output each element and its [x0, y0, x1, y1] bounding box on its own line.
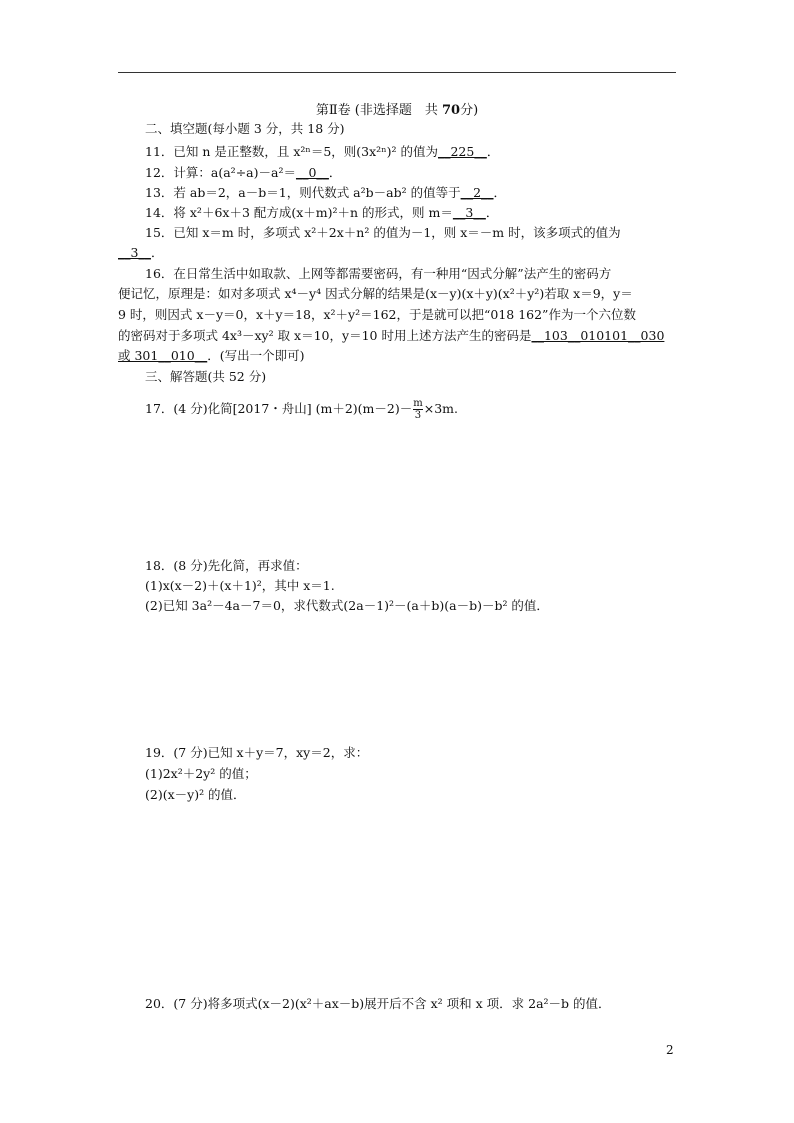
section-points: 70 [442, 103, 461, 118]
question-16-line5: 或 301__010__．(写出一个即可) [118, 348, 305, 363]
section-tail: 分) [460, 103, 479, 118]
question-16-line4: 的密码对于多项式 4x³－xy² 取 x＝10，y＝10 时用上述方法产生的密码是__103__010101__030 [118, 328, 665, 343]
question-19-line1: 19．(7 分)已知 x＋y＝7，xy＝2，求： [145, 745, 369, 760]
part3-heading: 三、解答题(共 52 分) [145, 369, 267, 384]
answer-16a: __103__010101__030 [531, 328, 665, 343]
question-17: 17．(4 分)化简[2017・舟山] (m＋2)(m－2)－ $\frac{m}{3}$ ×3m. [145, 398, 458, 421]
question-16-line2: 便记忆，原理是：如对多项式 x⁴－y⁴ 因式分解的结果是(x－y)(x＋y)(x²＋y²)若取 x＝9，y＝ [118, 286, 633, 301]
question-15: 15．已知 x＝m 时，多项式 x²＋2x＋n² 的值为－1，则 x＝－m 时，该多项式的值为 [145, 225, 621, 240]
fraction-m-over-3: $\frac{m}{3}$ [413, 398, 423, 421]
question-16-line3: 9 时，则因式 x－y＝0，x＋y＝18，x²＋y²＝162，于是就可以把“018 162”作为一个六位数 [118, 307, 636, 322]
part2-heading: 二、填空题(每小题 3 分，共 18 分) [145, 121, 345, 136]
question-11: 11．已知 n 是正整数，且 x²ⁿ＝5，则(3x²ⁿ)² 的值为__225__． [145, 144, 500, 159]
page-number: 2 [666, 1043, 674, 1057]
question-19-line3: (2)(x－y)² 的值． [145, 787, 246, 802]
question-16-line1: 16．在日常生活中如取款、上网等都需要密码，有一种用“因式分解”法产生的密码方 [145, 266, 612, 281]
question-19-line2: (1)2x²＋2y² 的值； [145, 766, 257, 781]
question-20: 20．(7 分)将多项式(x－2)(x²＋ax－b)展开后不含 x² 项和 x 项．求 2a²－b 的值． [145, 996, 611, 1011]
question-12: 12．计算：a(a²÷a)－a²＝__0__． [145, 165, 342, 180]
section-note: (非选择题 共 [354, 103, 438, 118]
answer-16b: 或 301__010__ [118, 348, 208, 363]
section-title [0, 99, 794, 118]
question-15-answer-line: __3__． [118, 245, 164, 260]
answer-13: __2__ [460, 185, 494, 200]
answer-14: __3__ [452, 205, 486, 220]
question-14: 14．将 x²＋6x＋3 配方成(x＋m)²＋n 的形式，则 m＝__3__． [145, 205, 499, 220]
answer-11: __225__ [437, 144, 487, 159]
answer-12: __0__ [295, 165, 329, 180]
section-title-label: 第Ⅱ卷 [315, 103, 351, 118]
header-rule [118, 72, 676, 73]
question-18-line1: 18．(8 分)先化简，再求值： [145, 558, 308, 573]
question-18-line2: (1)x(x－2)＋(x＋1)²，其中 x＝1. [145, 578, 335, 593]
answer-15: __3__ [118, 245, 151, 260]
question-13: 13．若 ab＝2，a－b＝1，则代数式 a²b－ab² 的值等于__2__． [145, 185, 507, 200]
question-18-line3: (2)已知 3a²－4a－7＝0，求代数式(2a－1)²－(a＋b)(a－b)－b² 的值． [145, 598, 549, 613]
